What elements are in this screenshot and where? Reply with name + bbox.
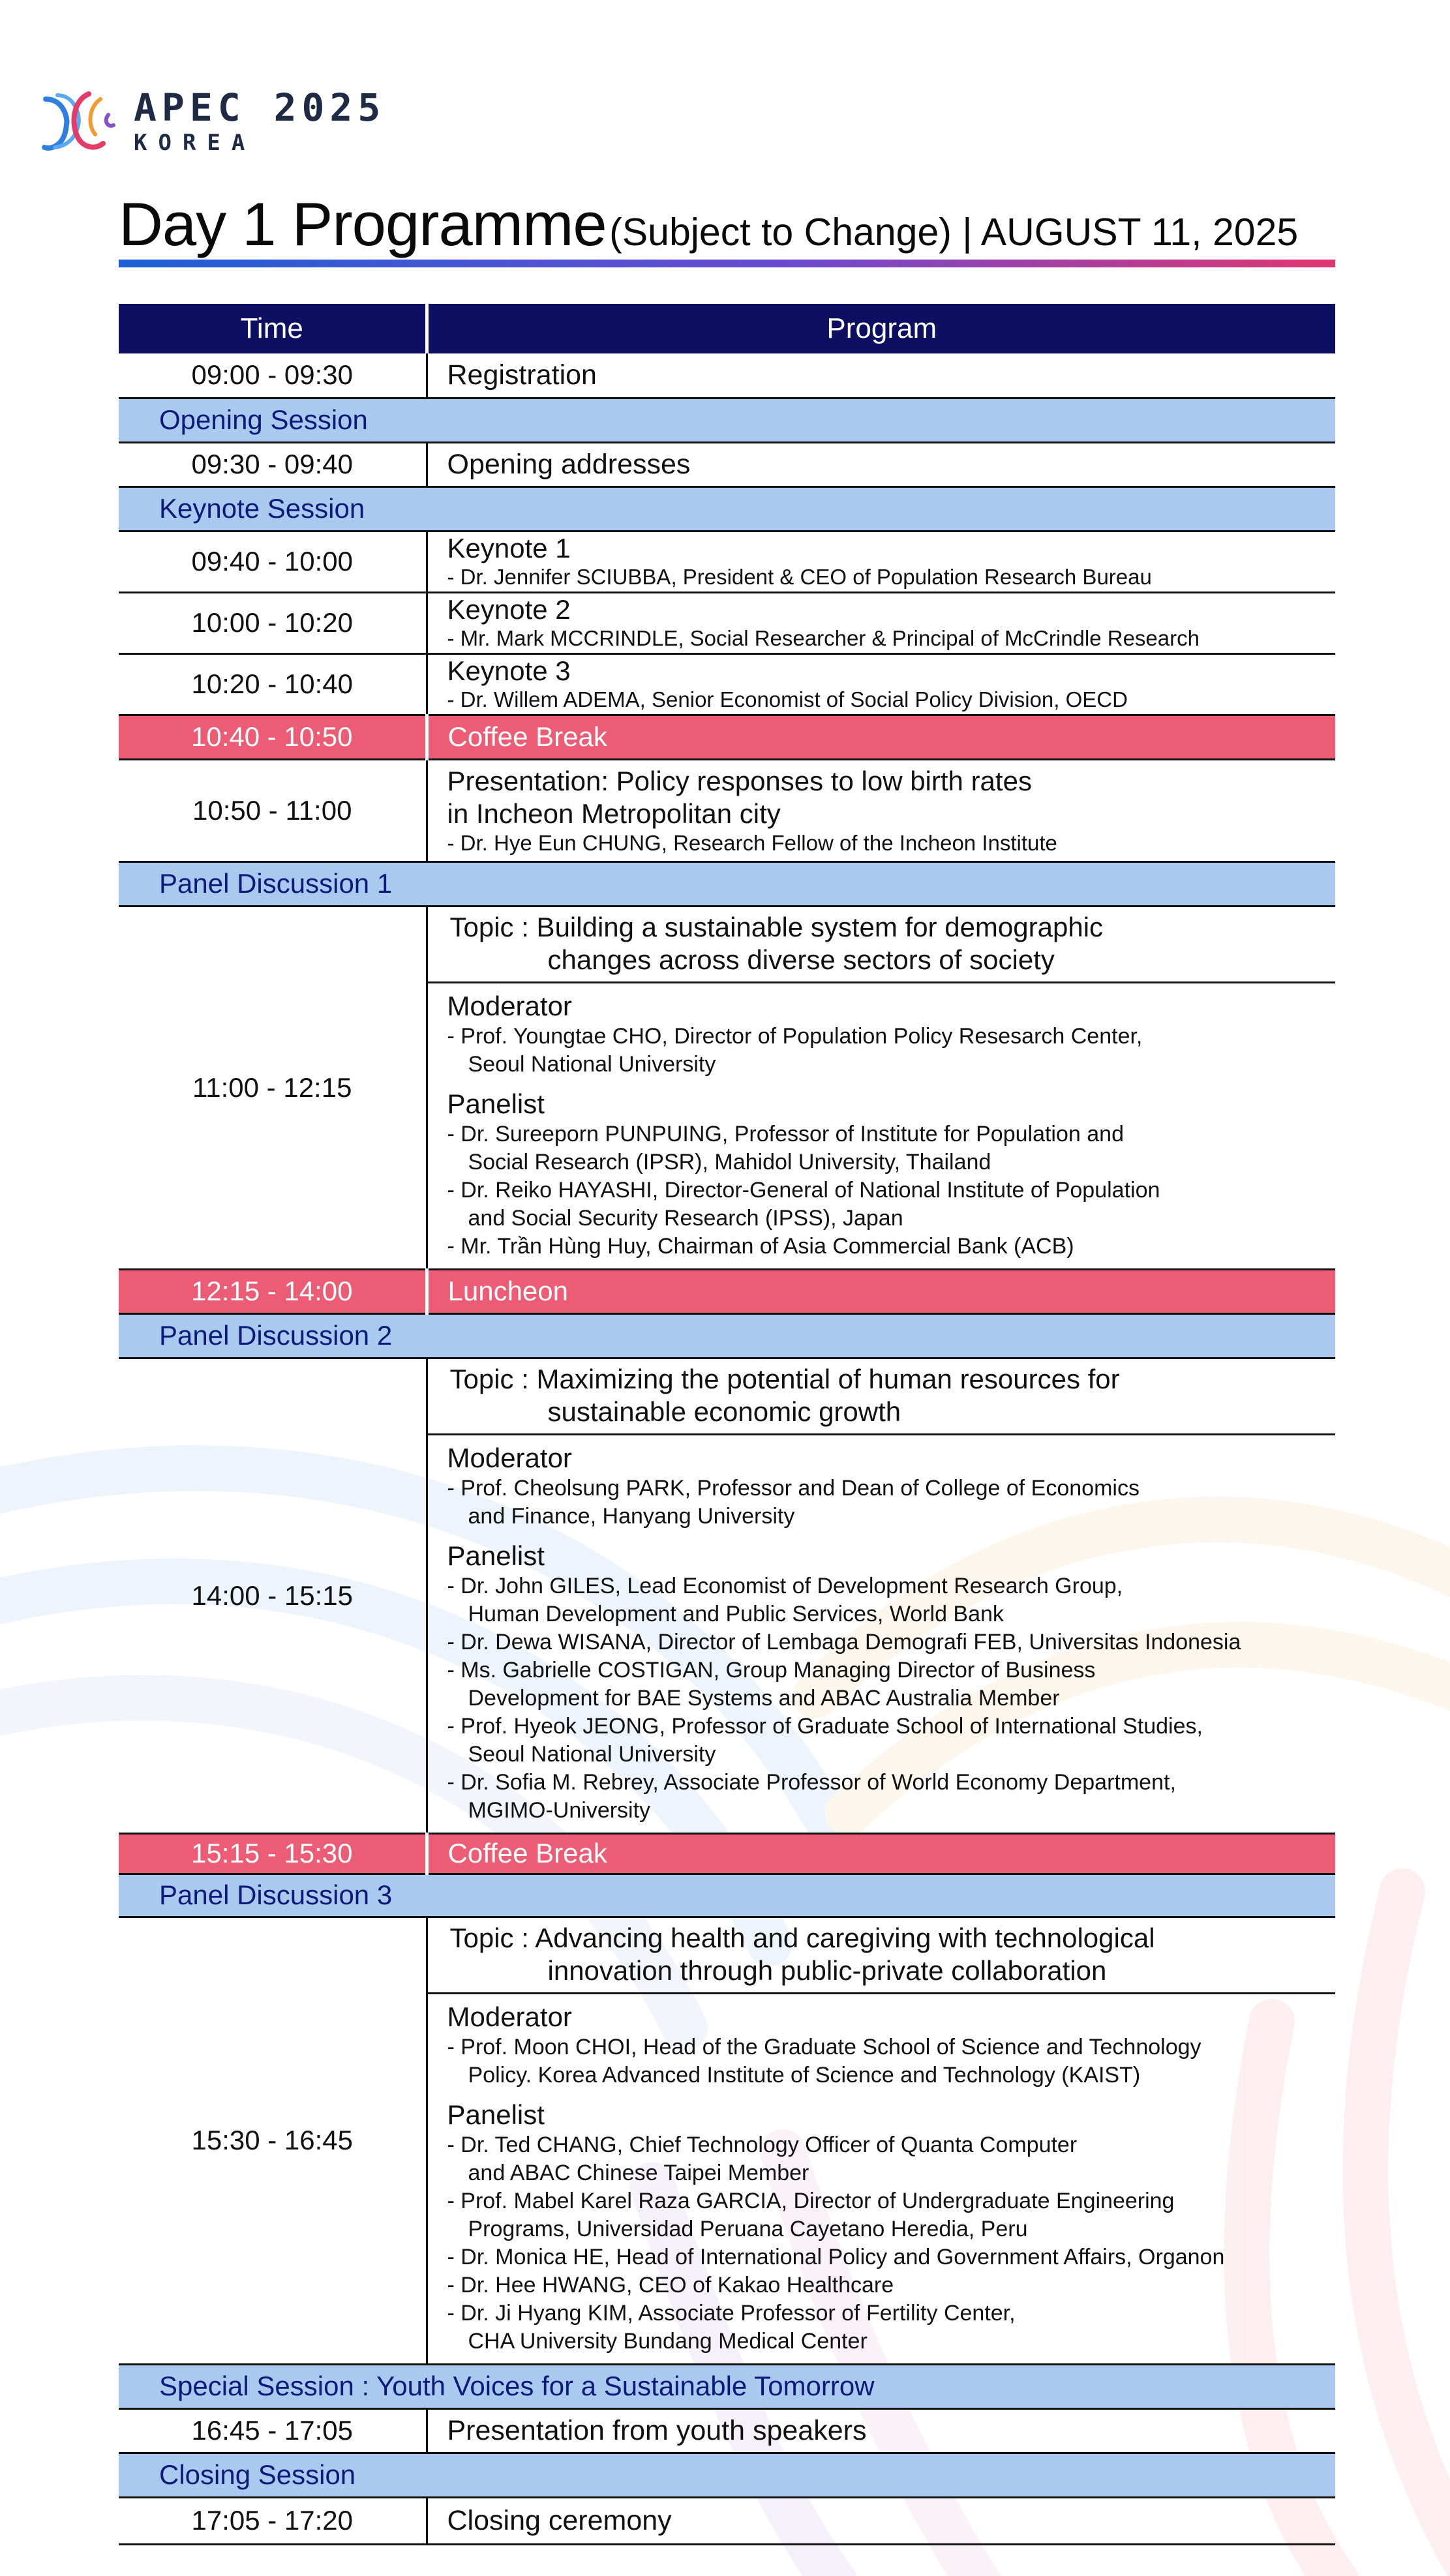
item-line: - Mr. Trần Hùng Huy, Chairman of Asia Commercial Bank (ACB) [447,1233,1074,1259]
item-line-cont: Seoul National University [468,1051,716,1077]
header-time: Time [119,304,427,353]
item-line: - Prof. Cheolsung PARK, Professor and Dean of College of Economics [447,1475,1140,1501]
program-cell: Luncheon [427,1269,1335,1313]
program-cell: Coffee Break [427,715,1335,759]
program-cell [427,531,1335,592]
apec-logo [40,82,385,160]
table-row [119,906,1335,1269]
time-cell: 16:45 - 17:05 [119,2408,427,2453]
program-cell: Presentation from youth speakers [427,2408,1335,2453]
presentation-title: Presentation: Policy responses to low birth rates [447,765,1032,796]
panelist-item [447,1628,1336,1656]
program-cell: Closing ceremony [427,2497,1335,2544]
item-line-cont: CHA University Bundang Medical Center [468,2328,868,2354]
panelist-item [447,1120,1336,1176]
topic-line: Topic : Building a sustainable system for demographic [449,911,1104,942]
panel-topic [428,1918,1336,1994]
presentation-title-cont: in Incheon Metropolitan city [447,798,781,829]
panelist-item [447,2271,1336,2299]
program-cell [427,592,1335,653]
keynote-speaker: - Dr. Willem ADEMA, Senior Economist of Social Policy Division, OECD [447,687,1128,711]
item-line-cont: Programs, Universidad Peruana Cayetano Heredia, Peru [468,2216,1028,2241]
header-program: Program [427,304,1335,353]
item-line-cont: and ABAC Chinese Taipei Member [468,2160,809,2185]
item-line: - Prof. Youngtae CHO, Director of Population Policy Resesarch Center, [447,1023,1143,1049]
item-line: - Prof. Moon CHOI, Head of the Graduate School of Science and Technology [447,2034,1201,2059]
item-line: - Prof. Mabel Karel Raza GARCIA, Director of Undergraduate Engineering [447,2188,1175,2213]
moderator-item [447,1023,1336,1079]
item-line: - Dr. Ji Hyang KIM, Associate Professor of Fertility Center, [447,2300,1016,2326]
section-title: Opening Session [119,398,1335,442]
panel-topic [428,1359,1336,1435]
page-title [119,189,1332,260]
title-main: Day 1 Programme [119,190,607,258]
section-title: Panel Discussion 1 [119,861,1335,906]
topic-line-cont: changes across diverse sectors of society [547,944,1055,975]
table-row [119,353,1335,398]
table-row [119,592,1335,653]
panelist-item [447,1656,1336,1713]
section-title: Special Session : Youth Voices for a Sustainable Tomorrow [119,2364,1335,2408]
topic-line: Topic : Advancing health and caregiving with technological [449,1922,1155,1953]
section-title: Panel Discussion 3 [119,1874,1335,1917]
table-row [119,2408,1335,2453]
time-cell: 10:50 - 11:00 [119,759,427,861]
time-cell: 10:40 - 10:50 [119,715,427,759]
time-cell: 15:30 - 16:45 [119,1917,427,2364]
table-row [119,1917,1335,2364]
topic-line-cont: sustainable economic growth [547,1396,901,1427]
moderator-label: Moderator [447,990,572,1021]
logo-subtitle: KOREA [134,130,256,156]
presentation-speaker: - Dr. Hye Eun CHUNG, Research Fellow of the Incheon Institute [447,830,1057,855]
panel-participants [428,983,1336,1268]
table-row [119,759,1335,861]
item-line-cont: Seoul National University [468,1741,716,1767]
item-line: - Dr. Reiko HAYASHI, Director-General of National Institute of Population [447,1177,1160,1203]
moderator-label: Moderator [447,1442,572,1473]
keynote-speaker: - Dr. Jennifer SCIUBBA, President & CEO of Population Research Bureau [447,565,1152,589]
panelist-label: Panelist [447,1540,545,1571]
panelist-label: Panelist [447,2099,545,2130]
program-cell: Opening addresses [427,442,1335,487]
panelist-item [447,2131,1336,2187]
table-row [119,2497,1335,2544]
keynote-title: Keynote 2 [447,594,571,625]
item-line: - Dr. Hee HWANG, CEO of Kakao Healthcare [447,2272,894,2298]
table-row [119,442,1335,487]
table-row [119,531,1335,592]
title-gradient-rule [119,260,1335,267]
programme-table [119,304,1335,2545]
section-row-opening [119,398,1335,442]
panelist-item [447,1713,1336,1769]
logo-title: APEC 2025 [134,85,386,130]
section-row-keynote [119,487,1335,531]
title-subtitle: (Subject to Change) | AUGUST 11, 2025 [609,211,1299,254]
panelist-item [447,2187,1336,2243]
program-cell [427,1917,1335,2364]
section-title: Keynote Session [119,487,1335,531]
section-title: Panel Discussion 2 [119,1313,1335,1358]
program-cell [427,906,1335,1269]
program-cell: Coffee Break [427,1833,1335,1874]
moderator-label: Moderator [447,2001,572,2032]
item-line: - Dr. Monica HE, Head of International Policy and Government Affairs, Organon [447,2244,1225,2269]
panel-topic [428,907,1336,983]
section-row-closing [119,2453,1335,2497]
time-cell: 12:15 - 14:00 [119,1269,427,1313]
time-cell: 15:15 - 15:30 [119,1833,427,1874]
keynote-speaker: - Mr. Mark MCCRINDLE, Social Researcher & Principal of McCrindle Research [447,626,1200,650]
item-line-cont: and Social Security Research (IPSS), Japan [468,1205,903,1231]
time-cell: 17:05 - 17:20 [119,2497,427,2544]
item-line: - Dr. Sofia M. Rebrey, Associate Professor of World Economy Department, [447,1769,1176,1795]
item-line-cont: Human Development and Public Services, World Bank [468,1601,1004,1626]
item-line: - Dr. Dewa WISANA, Director of Lembaga Demografi FEB, Universitas Indonesia [447,1629,1241,1655]
program-cell [427,653,1335,715]
panelist-item [447,2243,1336,2271]
time-cell: 09:40 - 10:00 [119,531,427,592]
panelist-item [447,1176,1336,1233]
table-row [119,1358,1335,1833]
section-title: Closing Session [119,2453,1335,2497]
break-row [119,1833,1335,1874]
time-cell: 11:00 - 12:15 [119,906,427,1269]
break-row [119,1269,1335,1313]
panelist-item [447,1769,1336,1825]
panel-participants [428,1994,1336,2363]
section-row-panel-1 [119,861,1335,906]
time-cell: 10:20 - 10:40 [119,653,427,715]
topic-line: Topic : Maximizing the potential of human resources for [449,1363,1120,1394]
item-line: - Prof. Hyeok JEONG, Professor of Graduate School of International Studies, [447,1713,1203,1739]
program-cell [427,759,1335,861]
keynote-title: Keynote 1 [447,533,571,563]
program-cell: Registration [427,353,1335,398]
time-cell: 14:00 - 15:15 [119,1358,427,1833]
table-header-row [119,304,1335,353]
item-line-cont: Development for BAE Systems and ABAC Australia Member [468,1685,1060,1711]
item-line: - Ms. Gabrielle COSTIGAN, Group Managing Director of Business [447,1657,1096,1683]
time-cell: 09:30 - 09:40 [119,442,427,487]
panelist-item [447,1233,1336,1261]
time-cell: 10:00 - 10:20 [119,592,427,653]
section-row-special [119,2364,1335,2408]
time-cell: 09:00 - 09:30 [119,353,427,398]
item-line: - Dr. Sureeporn PUNPUING, Professor of Institute for Population and [447,1121,1124,1146]
item-line-cont: and Finance, Hanyang University [468,1503,795,1529]
topic-line-cont: innovation through public-private collaboration [547,1954,1107,1986]
break-row [119,715,1335,759]
keynote-title: Keynote 3 [447,655,571,686]
panel-participants [428,1435,1336,1833]
moderator-item [447,1475,1336,1531]
item-line-cont: Policy. Korea Advanced Institute of Science and Technology (KAIST) [468,2062,1141,2088]
section-row-panel-2 [119,1313,1335,1358]
panelist-label: Panelist [447,1088,545,1119]
item-line-cont: Social Research (IPSR), Mahidol University, Thailand [468,1149,991,1175]
program-cell [427,1358,1335,1833]
apec-emblem-icon [40,85,122,158]
panelist-item [447,2299,1336,2356]
moderator-item [447,2033,1336,2089]
panelist-item [447,1572,1336,1628]
item-line-cont: MGIMO-University [468,1797,651,1823]
item-line: - Dr. John GILES, Lead Economist of Development Research Group, [447,1573,1123,1598]
section-row-panel-3 [119,1874,1335,1917]
table-row [119,653,1335,715]
item-line: - Dr. Ted CHANG, Chief Technology Officer of Quanta Computer [447,2132,1078,2157]
